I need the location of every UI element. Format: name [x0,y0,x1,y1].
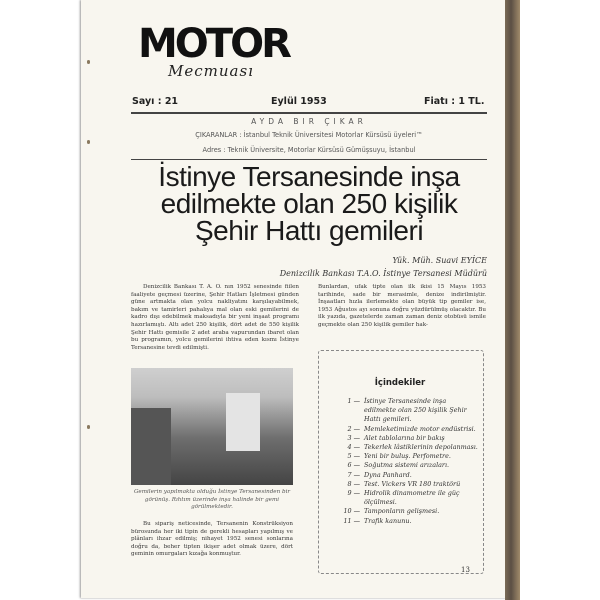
toc-item [330,489,478,507]
author-affiliation: Denizcilik Bankası T.A.O. İstinye Tersanesi Müdürü [279,269,487,278]
title-line: edilmekte olan 250 kişilik [160,188,458,219]
toc-item [330,471,478,480]
title-line: Şehir Hattı gemileri [194,215,424,246]
toc-item [330,480,478,489]
toc-text: Hidrolik dinamometre ile güç ölçülmesi. [364,489,460,507]
toc-text: Tekerlek lâstiklerinin depolanması. [364,443,478,452]
toc-text: Alet tablolarına bir bakış [364,433,445,442]
binding-hole [87,140,90,144]
address: Adres : Teknik Üniversite, Motorlar Kürsüsü Gümüşsuyu, İstanbul [202,146,416,154]
logo: MOTOR [138,21,289,67]
toc-text: Memleketimizde motor endüstrisi. [364,424,476,433]
issue-date: Eylül 1953 [271,96,327,107]
toc-text: Dyna Panhard. [364,470,412,479]
binding-hole [87,425,90,429]
photo-caption: Gemilerin yapılmakta olduğu İstinye Tersanesinden bir görünüş. Rıhtım üzerinde inşa halinde bir gemi görülmektedir. [133,489,291,510]
paragraph-3: Bunlardan, ufak tipte olan ilk ikisi 15 Mayıs 1953 tarihinde, sade bir merasimle, denize indirilmiştir. İnşaatları hızla ilerlemekte olan büyük tip gemiler ise, 1953 Ağustos ayı sonuna doğru yüzdürülmüş olacaktır. Bu ilk yazıda, gazetelerde zaman zaman deniz otobüsü ismile geçmekte olan 250 kişilik gemiler hak- [318,284,486,328]
toc-text: İstinye Tersanesinde inşa edilmekte olan 250 kişilik Şehir Hattı gemileri. [364,397,467,424]
toc-number: 10 — [343,507,360,516]
paragraph-2: Bu sipariş neticesinde, Tersanenin Konstrüksiyon bürosunda her iki tipin de gerekli hesapları yapılmış ve plânları ihzar edilmiş; nihayet 1952 senesi sonlarına doğru da, beher tipten ikişer adet olmak üzere, dört geminin omurgaları kızağa konmuştur. [131,521,293,558]
page-number: 13 [461,566,470,574]
paragraph-1: Denizcilik Bankası T. A. O. nın 1952 senesinde fiilen faaliyete geçmesi üzerine, Şehir Hatları İşletmesi günden güne artmakta olan yolcu nakliyatını karşılayabilmek, bakım ve tamirleri pahalıya mal olan eski gemilerini de kadro dışı edebilmek maksadıyla bir yeni inşaat programı hazırlamıştı. Altı adet 250 kişilik, dört adet de 550 kişilik Şehir Hattı gemisile 2 adet araba vapurundan ibaret olan bu programın, yolcu gemilerini ihtiva eden kısmı İstinye Tersanesine tevdi edilmişti. [131,284,299,351]
toc-item [330,397,478,425]
toc-text: Trafik kanunu. [364,516,412,525]
author: Yük. Müh. Suavi EYİCE [392,256,487,265]
title-line: İstinye Tersanesinde inşa [158,161,460,192]
toc-item [330,452,478,461]
frequency: AYDA BIR ÇIKAR [251,117,367,126]
toc-item [330,443,478,452]
toc-number: 8 — [347,479,360,488]
toc-title: İçindekiler [374,378,426,388]
binding-hole [87,60,90,64]
toc-list [330,397,478,526]
toc-number: 2 — [347,424,360,433]
toc-number: 4 — [347,443,360,452]
toc-number: 3 — [347,433,360,442]
photo-ship [131,408,171,485]
toc-text: Yeni bir buluş. Perfometre. [364,452,451,461]
toc-item [330,507,478,516]
binder-edge [505,0,520,600]
toc-item [330,434,478,443]
toc-text: Tamponların gelişmesi. [364,507,440,516]
toc-number: 11 — [343,516,360,525]
toc-number: 7 — [347,470,360,479]
toc-text: Test. Vickers VR 180 traktörü [364,479,461,488]
article-title [131,163,487,244]
toc-item [330,425,478,434]
toc-number: 6 — [347,461,360,470]
toc-item [330,461,478,470]
publishers: ÇIKARANLAR : İstanbul Teknik Üniversitesi Motorlar Kürsüsü üyeleri™ [195,131,423,139]
toc-item [330,517,478,526]
divider [131,112,487,114]
issue-price: Fiatı : 1 TL. [424,96,485,107]
toc-number: 1 — [347,397,360,405]
toc-number: 9 — [347,489,360,498]
photo-building [226,393,260,451]
toc-text: Soğutma sistemi arızaları. [364,461,450,470]
shipyard-photo [131,368,293,485]
logo-script: Mecmuası [168,62,254,80]
toc-number: 5 — [347,452,360,461]
issue-number: Sayı : 21 [132,96,179,107]
divider [131,159,487,160]
